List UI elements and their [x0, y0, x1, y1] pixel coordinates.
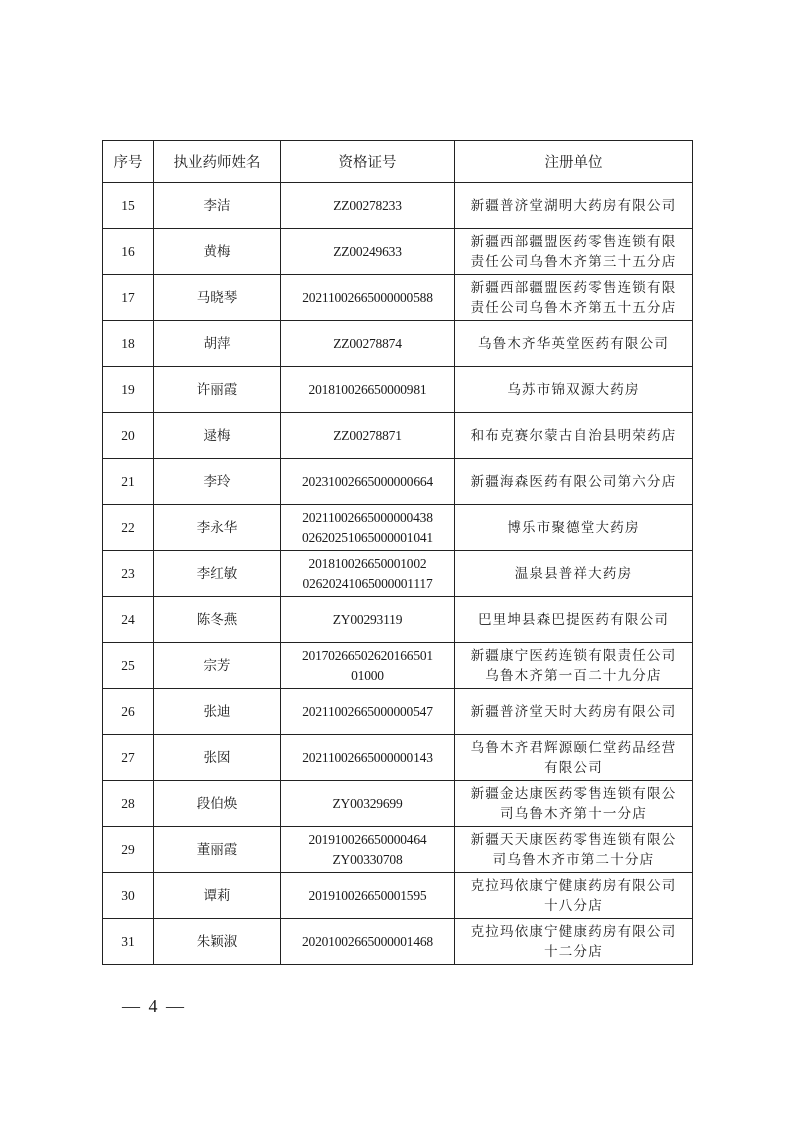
cell-registered-unit — [455, 229, 693, 275]
cell-pharmacist-name: 董丽霞 — [154, 827, 281, 873]
cell-registered-unit — [455, 827, 693, 873]
unit-line: 司乌鲁木齐第十一分店 — [500, 805, 647, 822]
table-row — [103, 505, 693, 551]
unit-line: 新疆西部疆盟医药零售连锁有限 — [470, 233, 677, 250]
cell-pharmacist-name: 李红敏 — [154, 551, 281, 597]
unit-line: 司乌鲁木齐市第二十分店 — [492, 851, 655, 868]
header-unit: 注册单位 — [455, 141, 693, 183]
unit-line: 新疆金达康医药零售连锁有限公 — [470, 785, 677, 802]
unit-line: 乌苏市锦双源大药房 — [507, 381, 640, 398]
cell-cert-number — [281, 505, 455, 551]
cert-line: 20211002665000000547 — [302, 703, 433, 719]
cell-serial: 26 — [103, 689, 154, 735]
unit-line: 乌鲁木齐第一百二十九分店 — [485, 667, 662, 684]
table-header-row — [103, 141, 693, 183]
cell-pharmacist-name: 许丽霞 — [154, 367, 281, 413]
cell-cert-number — [281, 183, 455, 229]
unit-line: 新疆普济堂湖明大药房有限公司 — [470, 197, 677, 214]
cell-registered-unit — [455, 735, 693, 781]
cell-pharmacist-name: 黄梅 — [154, 229, 281, 275]
cell-pharmacist-name: 朱颖淑 — [154, 919, 281, 965]
cert-line: ZZ00249633 — [333, 243, 402, 259]
cell-pharmacist-name: 张囡 — [154, 735, 281, 781]
cell-cert-number — [281, 367, 455, 413]
cert-line: ZY00330708 — [332, 851, 403, 867]
cell-registered-unit — [455, 597, 693, 643]
cell-serial: 21 — [103, 459, 154, 505]
table-row — [103, 873, 693, 919]
cert-line: 20231002665000000664 — [301, 473, 433, 489]
cell-registered-unit — [455, 781, 693, 827]
cell-registered-unit — [455, 643, 693, 689]
unit-line: 新疆康宁医药连锁有限责任公司 — [470, 647, 677, 664]
unit-line: 克拉玛依康宁健康药房有限公司 — [470, 923, 677, 940]
cell-cert-number — [281, 781, 455, 827]
cert-line: 20201002665000001468 — [301, 933, 433, 949]
unit-line: 乌鲁木齐华英堂医药有限公司 — [477, 335, 670, 352]
cell-cert-number — [281, 459, 455, 505]
cell-pharmacist-name: 李永华 — [154, 505, 281, 551]
unit-line: 责任公司乌鲁木齐第三十五分店 — [470, 253, 677, 270]
cell-pharmacist-name: 逯梅 — [154, 413, 281, 459]
cell-serial: 17 — [103, 275, 154, 321]
table-row — [103, 229, 693, 275]
header-name: 执业药师姓名 — [154, 141, 281, 183]
cell-pharmacist-name: 谭莉 — [154, 873, 281, 919]
cell-serial: 27 — [103, 735, 154, 781]
cert-line: 201810026650001002 — [308, 555, 427, 571]
cell-registered-unit — [455, 367, 693, 413]
cell-serial: 15 — [103, 183, 154, 229]
cert-line: 201810026650000981 — [308, 381, 427, 397]
header-cert: 资格证号 — [281, 141, 455, 183]
table-row — [103, 919, 693, 965]
cell-serial: 31 — [103, 919, 154, 965]
cell-pharmacist-name: 李玲 — [154, 459, 281, 505]
cell-pharmacist-name: 胡萍 — [154, 321, 281, 367]
cell-cert-number — [281, 827, 455, 873]
unit-line: 新疆海森医药有限公司第六分店 — [470, 473, 677, 490]
cert-line: ZY00293119 — [332, 611, 403, 627]
cell-serial: 23 — [103, 551, 154, 597]
cell-registered-unit — [455, 459, 693, 505]
table-row — [103, 689, 693, 735]
cell-pharmacist-name: 李洁 — [154, 183, 281, 229]
cell-serial: 29 — [103, 827, 154, 873]
cell-pharmacist-name: 张迪 — [154, 689, 281, 735]
cert-line: 02620251065000001041 — [301, 529, 433, 545]
unit-line: 温泉县普祥大药房 — [514, 565, 633, 582]
table-row — [103, 413, 693, 459]
header-serial: 序号 — [103, 141, 154, 183]
cell-serial: 24 — [103, 597, 154, 643]
cell-cert-number — [281, 229, 455, 275]
table-row — [103, 183, 693, 229]
table-row — [103, 321, 693, 367]
cell-serial: 16 — [103, 229, 154, 275]
table-row — [103, 827, 693, 873]
cell-serial: 22 — [103, 505, 154, 551]
unit-line: 责任公司乌鲁木齐第五十五分店 — [470, 299, 677, 316]
table-row — [103, 275, 693, 321]
cell-registered-unit — [455, 275, 693, 321]
cell-cert-number — [281, 643, 455, 689]
cell-serial: 28 — [103, 781, 154, 827]
unit-line: 十二分店 — [544, 943, 603, 960]
cert-line: 20170266502620166501 — [301, 647, 433, 663]
cell-registered-unit — [455, 505, 693, 551]
cell-serial: 20 — [103, 413, 154, 459]
cell-cert-number — [281, 551, 455, 597]
cert-line: ZZ00278871 — [333, 427, 402, 443]
cert-line: 201910026650001595 — [308, 887, 427, 903]
cell-serial: 30 — [103, 873, 154, 919]
cell-registered-unit — [455, 689, 693, 735]
unit-line: 乌鲁木齐君辉源颐仁堂药品经营 — [470, 739, 677, 756]
cell-cert-number — [281, 413, 455, 459]
unit-line: 和布克赛尔蒙古自治县明荣药店 — [470, 427, 677, 444]
table-body — [103, 183, 693, 965]
cell-cert-number — [281, 275, 455, 321]
table-row — [103, 597, 693, 643]
unit-line: 克拉玛依康宁健康药房有限公司 — [470, 877, 677, 894]
cell-registered-unit — [455, 873, 693, 919]
cert-line: 201910026650000464 — [308, 831, 427, 847]
cert-line: 20211002665000000588 — [302, 289, 433, 305]
cert-line: ZZ00278233 — [333, 197, 402, 213]
unit-line: 十八分店 — [544, 897, 603, 914]
cell-serial: 25 — [103, 643, 154, 689]
cell-cert-number — [281, 919, 455, 965]
cell-cert-number — [281, 321, 455, 367]
cert-line: 01000 — [351, 667, 384, 683]
cell-serial: 18 — [103, 321, 154, 367]
page-number: — 4 — — [122, 996, 186, 1016]
cert-line: 20211002665000000438 — [302, 509, 433, 525]
cell-registered-unit — [455, 919, 693, 965]
cell-registered-unit — [455, 321, 693, 367]
unit-line: 博乐市聚德堂大药房 — [507, 519, 640, 536]
unit-line: 巴里坤县森巴提医药有限公司 — [477, 611, 670, 628]
table-row — [103, 643, 693, 689]
unit-line: 新疆天天康医药零售连锁有限公 — [470, 831, 677, 848]
cert-line: ZY00329699 — [332, 795, 403, 811]
unit-line: 新疆西部疆盟医药零售连锁有限 — [470, 279, 677, 296]
cell-cert-number — [281, 873, 455, 919]
cert-line: ZZ00278874 — [333, 335, 402, 351]
cert-line: 02620241065000001117 — [302, 575, 433, 591]
cell-serial: 19 — [103, 367, 154, 413]
unit-line: 有限公司 — [544, 759, 603, 776]
table-row — [103, 781, 693, 827]
cell-pharmacist-name: 马晓琴 — [154, 275, 281, 321]
table-row — [103, 551, 693, 597]
cell-pharmacist-name: 宗芳 — [154, 643, 281, 689]
table-row — [103, 735, 693, 781]
cell-registered-unit — [455, 551, 693, 597]
cell-pharmacist-name: 陈冬燕 — [154, 597, 281, 643]
pharmacist-table — [102, 140, 693, 965]
cert-line: 20211002665000000143 — [302, 749, 433, 765]
table-row — [103, 459, 693, 505]
cell-registered-unit — [455, 183, 693, 229]
cell-cert-number — [281, 597, 455, 643]
cell-cert-number — [281, 689, 455, 735]
table-row — [103, 367, 693, 413]
unit-line: 新疆普济堂天时大药房有限公司 — [470, 703, 677, 720]
cell-cert-number — [281, 735, 455, 781]
cell-registered-unit — [455, 413, 693, 459]
cell-pharmacist-name: 段伯焕 — [154, 781, 281, 827]
